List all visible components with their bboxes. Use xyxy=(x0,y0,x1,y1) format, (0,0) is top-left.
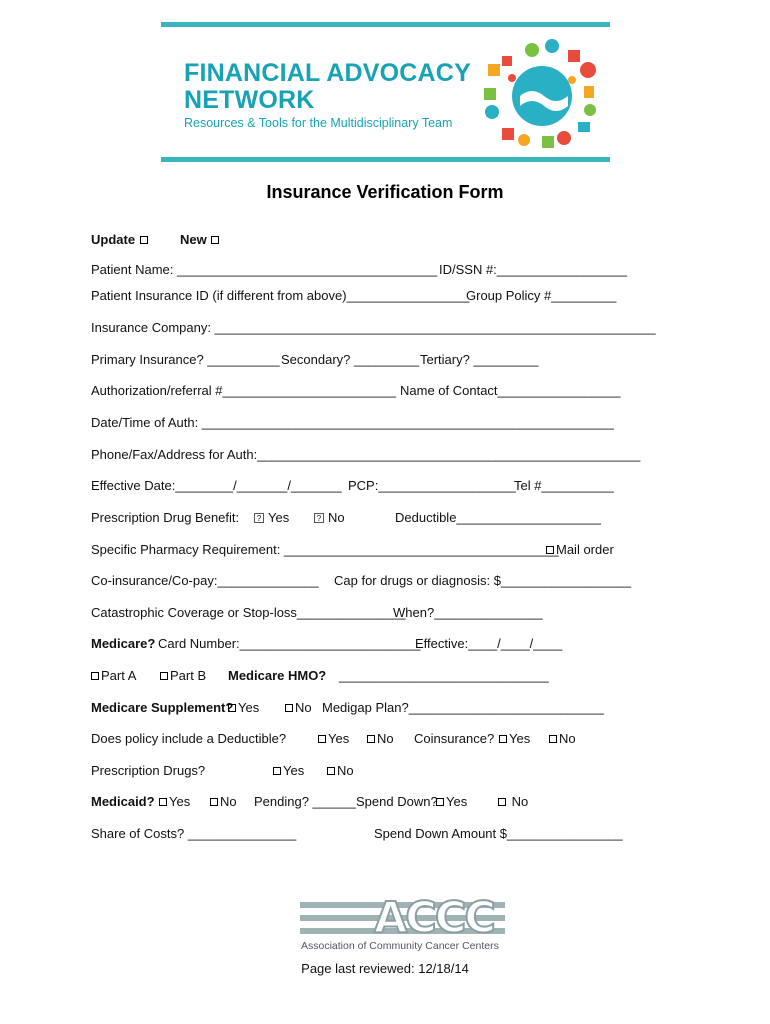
md-no-option[interactable] xyxy=(209,794,237,810)
tel-field[interactable]: Tel #__________ xyxy=(514,478,614,493)
new-label: New xyxy=(180,232,207,247)
medigap-plan-field[interactable]: Medigap Plan?___________________________ xyxy=(322,700,604,715)
new-checkbox[interactable] xyxy=(211,236,219,244)
ms-yes-checkbox[interactable] xyxy=(228,704,236,712)
mail-order-checkbox[interactable] xyxy=(546,546,554,554)
cq-no-label: No xyxy=(559,731,576,746)
authorization-field[interactable]: Authorization/referral #________________________ xyxy=(91,383,397,398)
md-no-label: No xyxy=(220,794,237,809)
tertiary-insurance-field[interactable]: Tertiary? _________ xyxy=(420,352,539,367)
rx-yes-checkbox[interactable]: ? xyxy=(254,513,264,523)
part-b-label: Part B xyxy=(170,668,207,683)
medicare-effective-field[interactable]: Effective:____/____/____ xyxy=(415,636,563,651)
md-yes-option[interactable] xyxy=(158,794,190,810)
part-b-checkbox[interactable] xyxy=(160,672,168,680)
md-yes-label: Yes xyxy=(169,794,191,809)
update-label: Update xyxy=(91,232,136,247)
update-option xyxy=(91,232,150,248)
name-of-contact-field[interactable]: Name of Contact_________________ xyxy=(400,383,621,398)
date-time-auth-field[interactable]: Date/Time of Auth: _________________________________________________________ xyxy=(91,415,614,430)
mail-order-label: Mail order xyxy=(556,542,614,557)
md-yes-checkbox[interactable] xyxy=(159,798,167,806)
brand-title-line2: NETWORK xyxy=(184,86,315,114)
part-b-option[interactable] xyxy=(159,668,206,684)
sd-no-option[interactable] xyxy=(497,794,528,810)
phone-fax-address-field[interactable]: Phone/Fax/Address for Auth:_____________________________________________________ xyxy=(91,447,641,462)
update-checkbox[interactable] xyxy=(140,236,148,244)
rx-yes-option[interactable] xyxy=(254,510,289,526)
header-banner xyxy=(161,22,610,163)
specific-pharmacy-field[interactable]: Specific Pharmacy Requirement: ______________________________________ xyxy=(91,542,559,557)
coinsurance-question-label: Coinsurance? xyxy=(414,731,495,746)
effective-date-field[interactable]: Effective Date:________/_______/_______ xyxy=(91,478,342,493)
sd-yes-checkbox[interactable] xyxy=(436,798,444,806)
medicare-hmo-field[interactable]: _____________________________ xyxy=(339,668,549,683)
id-ssn-field[interactable]: ID/SSN #:__________________ xyxy=(439,262,627,277)
dq-no-checkbox[interactable] xyxy=(367,735,375,743)
part-a-checkbox[interactable] xyxy=(91,672,99,680)
cq-yes-checkbox[interactable] xyxy=(499,735,507,743)
ms-no-option[interactable] xyxy=(284,700,312,716)
part-a-option[interactable] xyxy=(90,668,136,684)
rd-yes-label: Yes xyxy=(283,763,305,778)
sd-yes-option[interactable] xyxy=(435,794,467,810)
share-of-costs-field[interactable]: Share of Costs? _______________ xyxy=(91,826,297,841)
header-top-bar xyxy=(161,22,610,27)
pending-field[interactable]: Pending? ______ xyxy=(254,794,356,809)
cq-no-option[interactable] xyxy=(548,731,576,747)
deductible-field[interactable]: Deductible____________________ xyxy=(395,510,602,525)
catastrophic-field[interactable]: Catastrophic Coverage or Stop-loss_______________ xyxy=(91,605,406,620)
pcp-field[interactable]: PCP:___________________ xyxy=(348,478,516,493)
rx-no-label: No xyxy=(328,510,345,525)
brand-title-line1: FINANCIAL ADVOCACY xyxy=(184,59,471,87)
part-a-label: Part A xyxy=(101,668,137,683)
cq-no-checkbox[interactable] xyxy=(549,735,557,743)
coinsurance-copay-field[interactable]: Co-insurance/Co-pay:______________ xyxy=(91,573,319,588)
rd-yes-checkbox[interactable] xyxy=(273,767,281,775)
sd-no-label: No xyxy=(511,794,529,809)
last-reviewed-date: Page last reviewed: 12/18/14 xyxy=(301,961,469,976)
ms-no-checkbox[interactable] xyxy=(285,704,293,712)
brand-tagline: Resources & Tools for the Multidisciplinary Team xyxy=(184,116,453,130)
md-no-checkbox[interactable] xyxy=(210,798,218,806)
spend-down-question-label: Spend Down? xyxy=(356,794,438,809)
cq-yes-label: Yes xyxy=(509,731,531,746)
rd-yes-option[interactable] xyxy=(272,763,304,779)
medicaid-label: Medicaid? xyxy=(91,794,155,809)
secondary-insurance-field[interactable]: Secondary? _________ xyxy=(281,352,420,367)
accc-logo-text: ACCC xyxy=(374,893,494,943)
cap-drugs-field[interactable]: Cap for drugs or diagnosis: $__________________ xyxy=(334,573,632,588)
dq-no-label: No xyxy=(377,731,394,746)
when-field[interactable]: When?_______________ xyxy=(393,605,543,620)
medicare-hmo-label: Medicare HMO? xyxy=(228,668,327,683)
sd-no-checkbox[interactable] xyxy=(498,798,506,806)
spend-down-amount-field[interactable]: Spend Down Amount $________________ xyxy=(374,826,623,841)
accc-organization-name: Association of Community Cancer Centers xyxy=(301,940,499,952)
mail-order-option[interactable] xyxy=(545,542,614,558)
new-option xyxy=(180,232,221,248)
form-title: Insurance Verification Form xyxy=(266,182,504,202)
ms-no-label: No xyxy=(295,700,312,715)
rx-no-checkbox[interactable]: ? xyxy=(314,513,324,523)
financial-collage-icon xyxy=(480,34,600,152)
medicare-supplement-label: Medicare Supplement? xyxy=(91,700,234,715)
group-policy-field[interactable]: Group Policy #_________ xyxy=(466,288,617,303)
dq-yes-label: Yes xyxy=(328,731,350,746)
rx-yes-label: Yes xyxy=(268,510,290,525)
insurance-company-field[interactable]: Insurance Company: _____________________________________________________________ xyxy=(91,320,656,335)
dq-yes-option[interactable] xyxy=(317,731,349,747)
accc-logo xyxy=(300,893,505,956)
rd-no-label: No xyxy=(337,763,354,778)
sd-yes-label: Yes xyxy=(446,794,468,809)
prescription-drugs-label: Prescription Drugs? xyxy=(91,763,206,778)
ms-yes-label: Yes xyxy=(238,700,260,715)
patient-insurance-id-field[interactable]: Patient Insurance ID (if different from above)_________________ xyxy=(91,288,470,303)
card-number-field[interactable]: Card Number:_________________________ xyxy=(158,636,421,651)
deductible-question-label: Does policy include a Deductible? xyxy=(91,731,287,746)
dq-yes-checkbox[interactable] xyxy=(318,735,326,743)
rd-no-option[interactable] xyxy=(326,763,354,779)
rx-benefit-label: Prescription Drug Benefit: xyxy=(91,510,240,525)
rd-no-checkbox[interactable] xyxy=(327,767,335,775)
cq-yes-option[interactable] xyxy=(498,731,530,747)
patient-name-field[interactable]: Patient Name: ____________________________________ xyxy=(91,262,438,277)
dq-no-option[interactable] xyxy=(366,731,394,747)
header-bottom-bar xyxy=(161,157,610,162)
ms-yes-option[interactable] xyxy=(227,700,259,716)
medicare-label: Medicare? xyxy=(91,636,156,651)
primary-insurance-field[interactable]: Primary Insurance? __________ xyxy=(91,352,280,367)
rx-no-option[interactable] xyxy=(314,510,345,526)
